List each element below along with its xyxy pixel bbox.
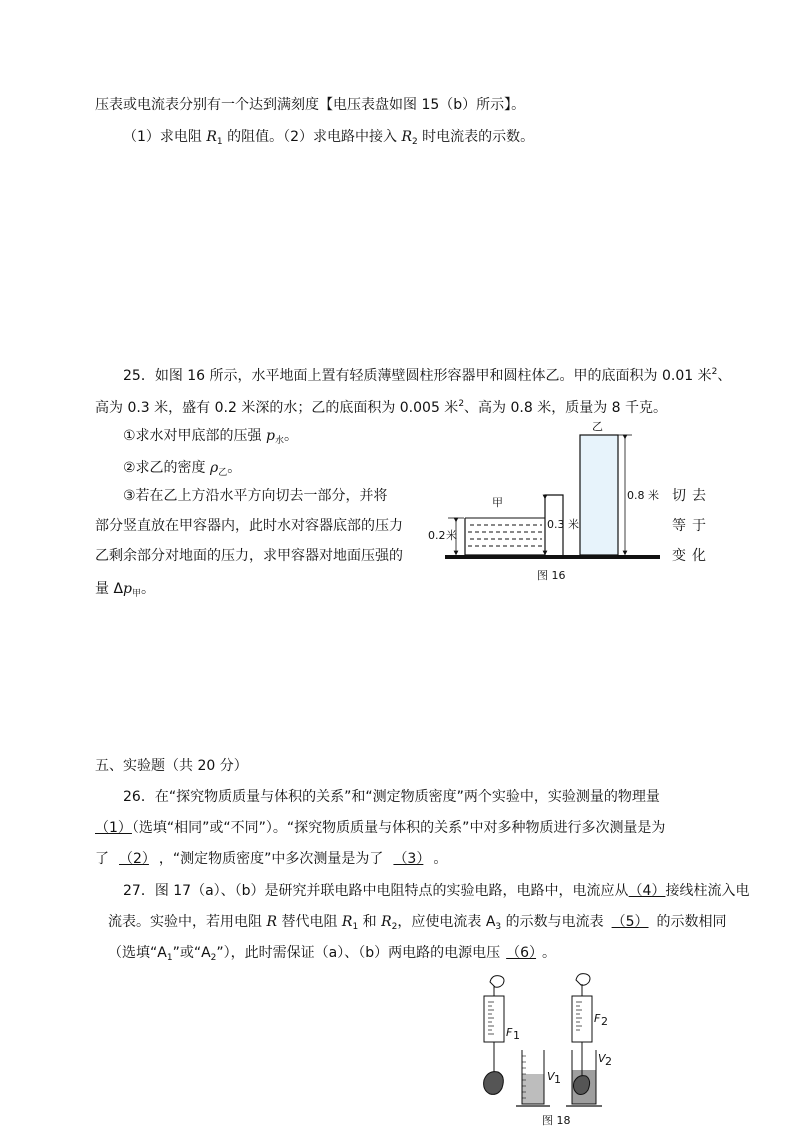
q27-line-3 — [108, 944, 556, 967]
p-water-subscript: 水 — [274, 436, 284, 446]
q25-sub2-text: ②求乙的密度 — [123, 460, 211, 476]
q27-line-2 — [108, 913, 727, 936]
q25-sub3-text-2: 部分竖直放在甲容器内，此时水对容器底部的压力 — [95, 518, 403, 534]
q25-sub1-text: ①求水对甲底部的压强 — [123, 428, 267, 444]
v1-subscript: 1 — [554, 1073, 561, 1086]
figure-18-caption: 图 18 — [542, 1114, 571, 1127]
q27-text-2e: 的示数与电流表 — [501, 914, 604, 930]
stone-icon — [484, 1072, 504, 1095]
q27-text-2d: ，应使电流表 A — [397, 914, 496, 930]
a2-subscript: 2 — [210, 953, 217, 963]
q27-line-1 — [123, 882, 749, 900]
q25-intro-line-1 — [123, 363, 731, 385]
q26-text-3c: 。 — [433, 851, 448, 867]
q26-line-3 — [95, 850, 447, 868]
q26-text-2: （选填“相同”或“不同”）。“探究物质质量与体积的关系”中对多种物质进行多次测量是为 — [131, 820, 666, 836]
q26-text-3a: 了 — [95, 851, 109, 867]
q27-text-3a: （选填“A — [108, 945, 167, 961]
q25-sub-1 — [123, 427, 298, 450]
blank-3: （3） — [393, 851, 424, 867]
left-spring-scale-setup — [484, 976, 520, 1095]
rho-symbol: ρ — [210, 460, 219, 476]
q27-r1-subscript: 1 — [352, 922, 359, 932]
q25-right-3-char-a: 变 — [672, 548, 686, 564]
delta-p-symbol: p — [123, 581, 132, 597]
cylinder-yi — [580, 435, 618, 555]
q25-intro-2b: 、高为 0.8 米，质量为 8 千克。 — [464, 400, 668, 416]
figure-18 — [470, 970, 620, 1130]
left-hand-icon — [490, 976, 504, 988]
q25-right-text-3 — [672, 547, 706, 565]
q27-r2-subscript: 2 — [391, 922, 398, 932]
blank-2: （2） — [119, 851, 149, 867]
q25-right-3-char-b: 化 — [692, 548, 706, 564]
figure-16 — [420, 410, 670, 590]
beaker-1 — [516, 1050, 561, 1106]
q27-text-3d: 。 — [542, 945, 557, 961]
q25-intro-1a: 25．如图 16 所示，水平地面上置有轻质薄壁圆柱形容器甲和圆柱体乙。甲的底面积为 0.01 米 — [123, 368, 712, 384]
label-yi: 乙 — [592, 420, 603, 433]
q25-sub-3-line-2 — [95, 517, 403, 535]
q27-text-2c: 和 — [358, 914, 382, 930]
left-spring-scale — [484, 996, 504, 1042]
a3-subscript: 3 — [495, 922, 502, 932]
q25-right-text-2 — [672, 517, 706, 535]
v1-label: V — [547, 1070, 555, 1083]
blank-1: （1） — [95, 820, 132, 836]
q27-text-1b: 接线柱流入电 — [665, 883, 750, 899]
right-spring-scale — [572, 996, 592, 1042]
q27-text-3c: ”），此时需保证（a）、（b）两电路的电源电压 — [216, 945, 501, 961]
q25-sub1-end: 。 — [284, 428, 298, 444]
q25-intro-1b: 、 — [717, 368, 732, 384]
r1-subscript: 1 — [216, 137, 223, 147]
blank-4: （4） — [628, 883, 666, 899]
q27-text-2b: 替代电阻 — [277, 914, 342, 930]
rho-yi-subscript: 乙 — [218, 468, 228, 478]
q24-text-2a: （1）求电阻 — [123, 129, 207, 145]
q24-line-1 — [95, 96, 525, 114]
q24-line-2 — [123, 128, 534, 151]
q26-text-1: 26．在“探究物质质量与体积的关系”和“测定物质密度”两个实验中，实验测量的物理量 — [123, 789, 660, 805]
q27-text-2a: 流表。实验中，若用电阻 — [108, 914, 267, 930]
q27-text-3b: ”或“A — [172, 945, 211, 961]
r1-symbol: R — [206, 129, 217, 145]
f1-label: F — [506, 1026, 513, 1039]
label-jia: 甲 — [492, 496, 503, 509]
q25-sub3-text-4a: 量 Δ — [95, 581, 124, 597]
r2-subscript: 2 — [412, 137, 418, 147]
figure-16-caption: 图 16 — [537, 569, 566, 582]
q26-line-2 — [95, 819, 665, 837]
blank-6: （6） — [506, 945, 537, 961]
q25-sub-3-line-3 — [95, 547, 403, 565]
section-5-title: 五、实验题（共 20 分） — [95, 758, 248, 774]
q27-r1-symbol: R — [341, 914, 353, 930]
q25-sub3-text-4b: 。 — [141, 581, 156, 597]
q25-sub2-end: 。 — [227, 460, 242, 476]
water-hatching — [468, 525, 542, 546]
section-5-heading — [95, 757, 248, 775]
q25-right-2-char-a: 等 — [672, 518, 686, 534]
dim-02-unit: 米 — [446, 529, 457, 542]
v2-label: V — [598, 1052, 606, 1065]
q25-sub-3-line-4 — [95, 580, 155, 603]
q25-intro-2a: 高为 0.3 米，盛有 0.2 米深的水；乙的底面积为 0.005 米 — [95, 400, 459, 416]
q25-sub-3-line-1 — [123, 487, 388, 505]
q24-text-2b: 的阻值。（2）求电路中接入 — [222, 129, 402, 145]
q25-right-1-char-a: 切 — [672, 488, 686, 504]
p-symbol: p — [266, 428, 275, 444]
q25-right-text-1 — [672, 487, 706, 505]
q26-text-3b: ，“测定物质密度”中多次测量是为了 — [158, 851, 384, 867]
q25-right-1-char-b: 去 — [692, 488, 706, 504]
q26-line-1 — [123, 788, 660, 806]
q27-text-2f: 的示数相同 — [656, 914, 727, 930]
q25-intro-2-sup: 2 — [458, 399, 465, 409]
r-symbol: R — [266, 914, 277, 930]
submerged-stone-icon — [574, 1076, 590, 1095]
q25-sub3-text-3: 乙剩余部分对地面的压力，求甲容器对地面压强的 — [95, 548, 403, 564]
q24-text-2c: 时电流表的示数。 — [417, 129, 535, 145]
delta-p-subscript: 甲 — [132, 589, 142, 599]
right-hand-icon — [576, 974, 590, 986]
dim-08-label: 0.8 米 — [627, 489, 659, 502]
q25-intro-1-sup: 2 — [711, 367, 718, 377]
q27-r2-symbol: R — [381, 914, 392, 930]
f2-label: F — [594, 1012, 601, 1025]
r2-symbol: R — [401, 129, 412, 145]
q24-text-1: 压表或电流表分别有一个达到满刻度【电压表盘如图 15（b）所示】。 — [95, 97, 526, 113]
f1-subscript: 1 — [513, 1029, 520, 1042]
dim-02-value: 0.2 — [428, 529, 446, 542]
q25-right-2-char-b: 于 — [692, 518, 706, 534]
f2-subscript: 2 — [601, 1015, 608, 1028]
q27-text-1a: 27．图 17（a）、（b）是研究并联电路中电阻特点的实验电路，电路中，电流应从 — [123, 883, 629, 899]
blank-5: （5） — [611, 914, 649, 930]
q25-sub3-text-1: ③若在乙上方沿水平方向切去一部分，并将 — [123, 488, 388, 504]
dim-03-label: 0.3 米 — [547, 518, 579, 531]
q25-sub-2 — [123, 459, 241, 482]
v2-subscript: 2 — [605, 1055, 612, 1068]
right-spring-scale-setup — [566, 974, 612, 1106]
a1-subscript: 1 — [166, 953, 173, 963]
